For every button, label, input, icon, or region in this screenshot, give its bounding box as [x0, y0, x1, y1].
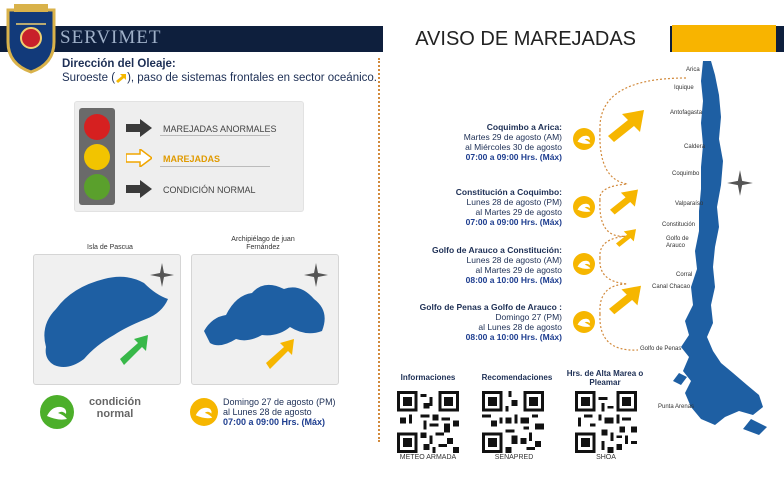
qr-caption-meteo-armada: METEO ARMADA	[399, 454, 457, 461]
city-label: Corral	[676, 272, 693, 278]
juan-fernandez-title: Archipiélago de juan Fernández	[231, 236, 295, 251]
sector-name: Golfo de Penas a Golfo de Arauco :	[419, 302, 562, 312]
qr-code-meteo-armada[interactable]	[397, 391, 459, 453]
sector-name: Golfo de Arauco a Constitución:	[431, 245, 562, 255]
compass-rose-icon	[725, 168, 755, 198]
sector-line1: Lunes 28 de agosto (PM)	[466, 197, 562, 207]
dotted-separator	[378, 58, 380, 442]
city-label: Constitución	[662, 222, 696, 228]
sector-line2: al Miércoles 30 de agosto	[465, 142, 562, 152]
yellow-direction-arrow-icon	[614, 228, 638, 248]
page-title: AVISO DE MAREJADAS	[383, 25, 670, 52]
yellow-direction-arrow-icon	[608, 188, 640, 216]
yellow-direction-arrow-icon	[606, 284, 644, 316]
legend-label-anormales: MAREJADAS ANORMALES	[163, 124, 277, 134]
sector-time: 07:00 a 09:00 Hrs. (Máx)	[465, 217, 562, 227]
compass-rose-icon	[148, 261, 176, 289]
legend-divider	[160, 135, 270, 136]
juan-fernandez-time: 07:00 a 09:00 Hrs. (Máx)	[223, 417, 326, 427]
city-label: Antofagasta	[670, 110, 703, 116]
yellow-arrow-icon	[115, 73, 127, 83]
direction-text-after: ), paso de sistemas frontales en sector oceánico.	[127, 72, 377, 84]
sector-name: Constitución a Coquimbo:	[455, 187, 562, 197]
sector-line1: Martes 29 de agosto (AM)	[463, 132, 562, 142]
orange-arrow-icon	[126, 149, 152, 167]
juan-fernandez-period-1: Domingo 27 de agosto (PM)	[223, 397, 336, 407]
qr-code-senapred[interactable]	[482, 391, 544, 453]
sector-line2: al Lunes 28 de agosto	[478, 322, 562, 332]
accent-block	[672, 25, 776, 52]
direction-text	[62, 72, 377, 84]
city-label: Iquique	[674, 85, 694, 91]
green-lamp-icon	[84, 174, 110, 200]
qr-title-pleamar: Hrs. de Alta Marea o Pleamar	[566, 369, 644, 387]
sector-time: 07:00 a 09:00 Hrs. (Máx)	[465, 152, 562, 162]
city-label: Valparaíso	[675, 201, 704, 207]
qr-caption-shoa: SHOA	[596, 454, 616, 461]
qr-caption-senapred: SENAPRED	[494, 454, 534, 461]
wave-icon	[573, 128, 595, 150]
traffic-light	[79, 108, 115, 205]
sector-line2: al Martes 29 de agosto	[475, 207, 562, 217]
city-label: Golfo de Penas	[640, 346, 682, 352]
sector-coquimbo-arica	[418, 122, 562, 162]
sector-line1: Domingo 27 (PM)	[495, 312, 562, 322]
direction-text-before: Suroeste (	[62, 72, 116, 84]
direction-title: Dirección del Oleaje:	[62, 58, 176, 70]
normal-wave-icon	[40, 395, 74, 429]
sector-constitucion-coquimbo	[418, 187, 562, 227]
city-label: Arica	[686, 67, 700, 73]
legend-label-normal: CONDICIÓN NORMAL	[163, 185, 256, 195]
city-label: Coquimbo	[672, 171, 700, 177]
brand-name: SERVIMET	[60, 27, 162, 48]
dark-arrow-icon	[126, 180, 152, 198]
wave-icon	[573, 253, 595, 275]
sector-time: 08:00 a 10:00 Hrs. (Máx)	[465, 275, 562, 285]
sector-penas-arauco	[408, 302, 562, 342]
sector-time: 08:00 a 10:00 Hrs. (Máx)	[465, 332, 562, 342]
normal-condition-label: condición normal	[89, 396, 141, 420]
sector-line1: Lunes 28 de agosto (AM)	[466, 255, 562, 265]
wave-icon	[573, 196, 595, 218]
compass-rose-icon	[302, 261, 330, 289]
sector-arauco-constitucion	[418, 245, 562, 285]
yellow-direction-arrow-icon	[606, 108, 646, 144]
juan-fernandez-period-2: al Lunes 28 de agosto	[223, 407, 312, 417]
sector-line2: al Martes 29 de agosto	[475, 265, 562, 275]
marejada-wave-icon	[190, 398, 218, 426]
juan-fernandez-map-card	[191, 254, 339, 385]
yellow-lamp-icon	[84, 144, 110, 170]
legend-divider	[160, 166, 270, 167]
city-label: Golfo de Arauco	[666, 236, 689, 249]
pascua-title: Isla de Pascua	[87, 244, 133, 251]
qr-code-shoa[interactable]	[575, 391, 637, 453]
dark-arrow-icon	[126, 119, 152, 137]
pascua-map-card	[33, 254, 181, 385]
city-label: Canal Chacao	[652, 284, 691, 290]
qr-title-recomendaciones: Recomendaciones	[481, 373, 553, 382]
sector-name: Coquimbo a Arica:	[486, 122, 562, 132]
wave-icon	[573, 311, 595, 333]
city-label: Caldera	[684, 144, 706, 150]
red-lamp-icon	[84, 114, 110, 140]
city-label: Punta Arenas	[658, 404, 695, 410]
navy-shield-logo-icon	[4, 2, 58, 74]
qr-title-informaciones: Informaciones	[400, 373, 456, 382]
legend-label-marejadas: MAREJADAS	[163, 154, 221, 164]
